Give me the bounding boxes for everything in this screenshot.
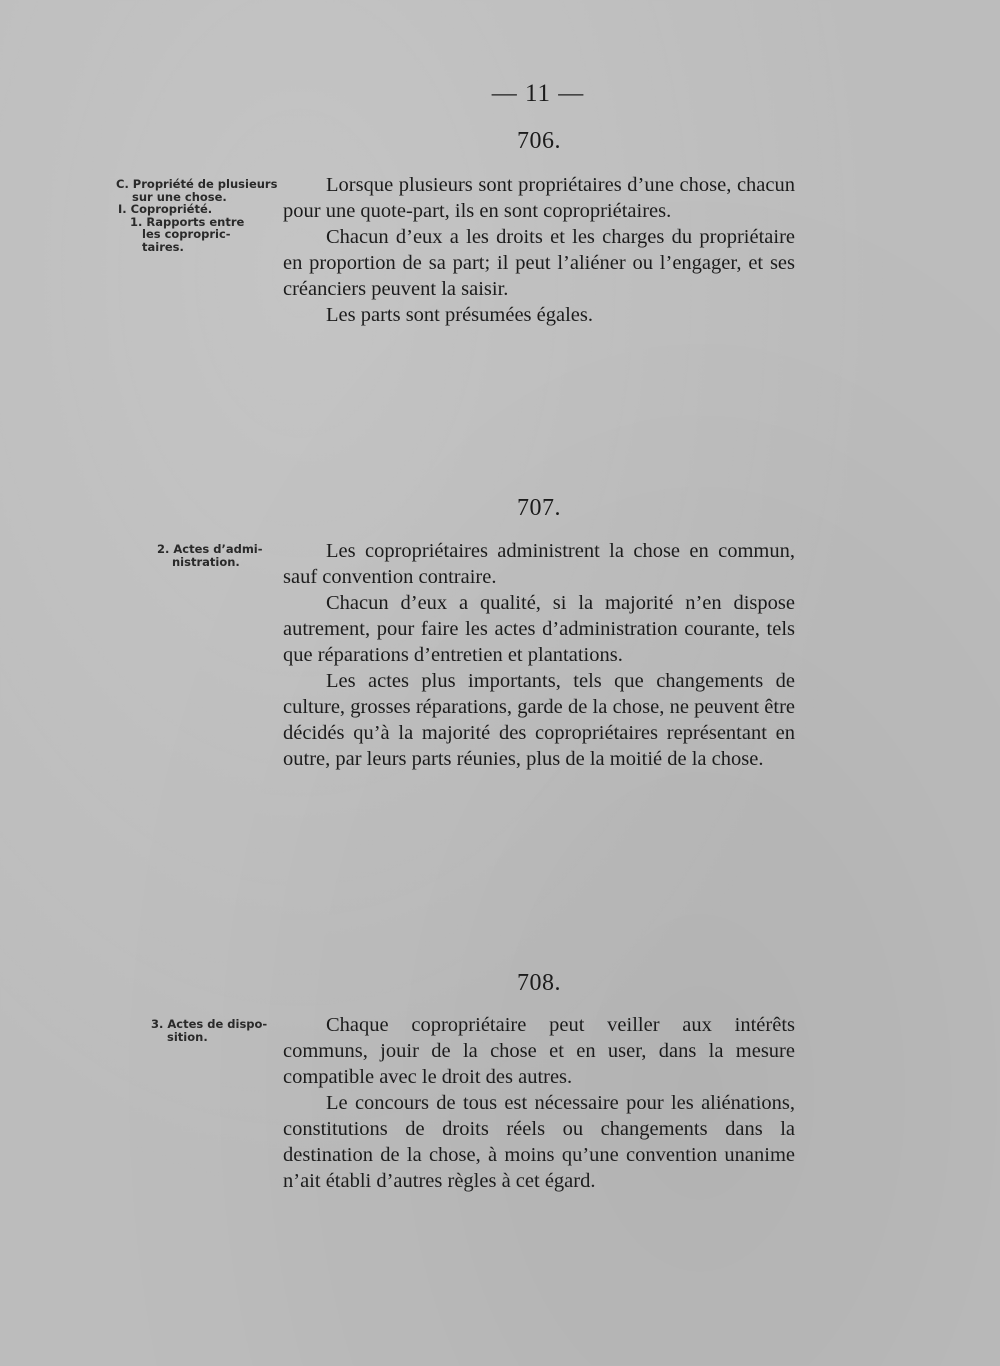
article-706-number: 706. [517, 128, 561, 154]
paragraph: Chacun d’eux a les droits et les charges du propriétaire en proportion de sa part; il peut l’aliéner ou l’engager, et ses créanciers peuvent la saisir. [283, 226, 795, 300]
margin-note-line: 1. Rapports entre [130, 214, 245, 229]
margin-note-line: sition. [167, 1029, 208, 1044]
article-707-number: 707. [517, 495, 561, 521]
article-707-text [283, 538, 795, 772]
article-708-text [283, 1012, 795, 1194]
margin-note-line: sur une chose. [132, 189, 227, 204]
margin-note-line: nistration. [172, 554, 240, 569]
paragraph: Le concours de tous est nécessaire pour les aliénations, constitutions de droits réels ou changements dans la destination de la chose, à moins qu’une convention unanime n’ait établi d’autres règles à cet égard. [283, 1092, 795, 1192]
article-708-margin-note [151, 1018, 267, 1043]
margin-note-line: taires. [142, 239, 184, 254]
article-706-text [283, 172, 795, 328]
paragraph: Les parts sont présumées égales. [326, 304, 593, 326]
margin-note-line: I. Copropriété. [118, 202, 213, 216]
margin-note-line: 2. Actes d’admi- [157, 542, 263, 556]
paragraph: Chaque copropriétaire peut veiller aux intérêts communs, jouir de la chose et en user, dans la mesure compatible avec le droit des autres. [283, 1014, 795, 1088]
margin-note-line: les copropric- [142, 227, 231, 241]
article-708-number: 708. [517, 970, 561, 996]
paragraph: Lorsque plusieurs sont propriétaires d’une chose, chacun pour une quote-part, ils en sont copropriétaires. [283, 174, 795, 222]
article-706-margin-note [116, 178, 277, 253]
page-number: — 11 — [491, 80, 585, 107]
article-707-margin-note [157, 543, 263, 568]
paragraph: Chacun d’eux a qualité, si la majorité n’en dispose autrement, pour faire les actes d’administration courante, tels que réparations d’entretien et plantations. [283, 592, 795, 666]
paragraph: Les actes plus importants, tels que changements de culture, grosses réparations, garde de la chose, ne peuvent être décidés qu’à la majorité des copropriétaires représentant en outre, par leurs parts réunies, plus de la moitié de la chose. [283, 670, 795, 770]
paragraph: Les copropriétaires administrent la chose en commun, sauf convention contraire. [283, 540, 795, 588]
margin-note-line: C. Propriété de plusieurs [116, 177, 278, 191]
margin-note-line: 3. Actes de dispo- [151, 1017, 268, 1031]
